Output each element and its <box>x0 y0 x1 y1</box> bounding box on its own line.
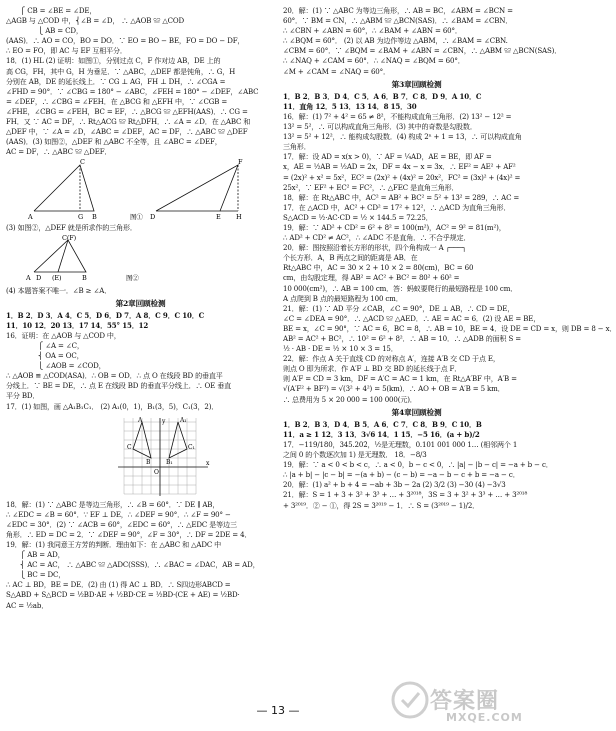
text-line: 60°．∵ BM = CN，∴ △ABM ≌ △BCN(SAS)．∴ ∠BAM = ∠CBN． <box>283 16 513 26</box>
text-line: 个长方形．A，B 两点之间的距离是 AB．在 <box>283 253 418 263</box>
grid-label-b1: B₁ <box>166 458 173 466</box>
text-line: ∴ ∠CBN + ∠ABN = 60°，∴ ∠BAM + ∠ABN = 60°． <box>283 26 462 36</box>
fig1-label-c: C <box>80 158 85 167</box>
text-line: 16．解：(1) 7² + 4² = 65 ≠ 8²，不能构成直角三角形．(2) 13² − 12² = <box>283 111 512 121</box>
answer-key-line: 1．B 2．B 3．D 4．C 5．A 6．B 7．C 8．D 9．A 10．C <box>283 91 482 101</box>
fig2-label-e: (E) <box>52 273 62 282</box>
watermark-url: MXQE.COM <box>446 711 523 724</box>
text-line: (AAS)．∴ AO = CO，BO = DO．∵ EO = BO − BE，FO = DO − DF， <box>6 36 245 46</box>
text-line: S△ACD = ½·AC·CD = ½ × 144.5 = 72.25． <box>283 212 433 222</box>
grid-label-y: y <box>162 417 166 425</box>
fig1-label-h: H <box>236 213 242 222</box>
figure-2-triangles <box>6 233 266 284</box>
text-line: cm，由勾股定理，得 AB² = AC² + BC² = 80² + 60² = <box>283 273 460 283</box>
text-line: (3) 如图②，△DEF 就是所求作的三角形． <box>6 223 137 233</box>
text-line: A 点爬到 B 点的最短路程为 100 cm． <box>283 293 403 303</box>
section-heading: 第3章回顾检测 <box>391 79 442 89</box>
grid-label-c1: C₁ <box>188 443 195 451</box>
coordinate-grid-figure <box>6 414 266 498</box>
text-line: 则点 O 即为所求．作 A′F ⊥ BD 交 BD 的延长线于点 F． <box>283 364 462 374</box>
grid-label-origin: O <box>154 468 159 476</box>
text-line: AB² = AC² + BC²，∴ 10² = 6² + 8²．∴ AB = 10．∴ △ADB 的面积 S = <box>283 334 522 343</box>
grid-label-x: x <box>206 459 210 467</box>
answer-key-line: 11．a ≥ 1 12．3 13．3√6 14．1 15．−5 16．(a + b)/2 <box>283 429 480 439</box>
text-line: 17．(1) 如图，画 △A₁B₁C₁． (2) A₁(0，1)，B₁(3，5)，C₁(3，2)． <box>6 401 219 411</box>
figure-1-triangles <box>6 159 266 221</box>
text-line: ⎨ OA = OC， <box>38 351 84 361</box>
grid-label-a1: A₁ <box>180 416 187 424</box>
answer-key-line: 1．B 2．B 3．D 4．B 5．A 6．C 7．C 8．B 9．C 10．B <box>283 419 482 429</box>
text-line: ∠C = ∠DEA = 90°．∴ △ACD ≌ △AED．∴ AE = AC = 6．(2) 设 AE = BE， <box>283 313 541 323</box>
text-line: Rt△ABC 中，AC = 30 × 2 + 10 × 2 = 80(cm)，BC = 60 <box>283 263 474 273</box>
text-line: ∴ ∠BQM = 60°． (2) 以 AB 为边作等边 △ABM，∴ ∠BAM = ∠CBN. <box>283 36 508 46</box>
watermark-text: 答案圈 <box>430 689 500 714</box>
text-line: + 3²⁰¹⁹．② − ①，得 2S = 3²⁰¹⁹ − 1．∴ S = (3²⁰¹⁹ − 1)/2． <box>283 500 480 510</box>
text-line: ⎧ CB = ∠BE = ∠DE， <box>20 6 97 15</box>
text-line: 20．解：(1) ∵ △ABC 为等边三角形，∴ AB = BC，∠ABM = ∠BCN = <box>283 6 513 15</box>
answer-key-line: 11．10 12．20 13．17 14．55° 15．12 <box>6 320 149 330</box>
text-line: △DEF 中，∵ ∠A = ∠D，∠ABC = ∠DEF，AC = DF，∴ △ABC ≌ △DEF <box>6 127 248 137</box>
text-line: ⎩ ∠AOB = ∠COD， <box>38 361 106 371</box>
text-line: ∴ EO = FO，即 AC 与 EF 互相平分． <box>6 46 127 56</box>
text-line: (4) 本题答案不唯一．∠B ≥ ∠A． <box>6 285 112 295</box>
text-line: S△ABD + S△BCD = ½BD·AE + ½BD·CE = ½BD·(CE + AE) = ½BD· <box>6 590 240 600</box>
text-line: 高 CG，FH，其中 G，H 为垂足．∵ △ABC，△DEF 都是钝角，∴ G，H <box>6 66 236 76</box>
text-line: 分别在 AB，DE 的延长线上．∵ CG ⊥ AG，FH ⊥ DH，∴ ∠CGA = <box>6 76 226 86</box>
text-line: 19．解：∵ a < 0 < b < c，∴ a < 0，b − c < 0，∴ |a| − |b − c| = −a + b − c． <box>283 460 553 470</box>
fig1-caption: 图① <box>130 213 143 222</box>
text-line: 17．在 △ACD 中，AC² + CD² = 17² + 12²，∴ △ACD 为直角三角形． <box>283 202 511 212</box>
right-column <box>283 6 616 511</box>
text-line: 18．解：在 Rt△ABC 中，AC² = AB² + BC² = 5² + 13² = 289，∴ AC = <box>283 192 520 202</box>
answer-key-line: 11．直角 12．5 13．13 14．8 15．30 <box>283 101 417 111</box>
text-line: 之间 0 的个数逐次加 1) 是无理数． 18．−8/3 <box>283 450 427 460</box>
text-line: 22．解：作点 A 关于直线 CD 的对称点 A′，连接 A′B 交 CD 于点 E， <box>283 354 500 364</box>
text-line: ⎧ AB = AD， <box>20 550 65 560</box>
text-line: 20．解：(1) a² + b + 4 = −ab + 3b − 2a (2) 3/2 (3) −30 (4) −3√3 <box>283 480 506 490</box>
text-line: ∴ ∠NAQ + ∠CAM = 60°．∴ ∠NAQ = ∠BQM = 60°． <box>283 56 465 66</box>
text-line: ⎩ BC = DC， <box>20 570 66 580</box>
text-line: (AAS)．(3) 如图②，△DEF 和 △ABC 不全等，且 ∠ABC = ∠DEF， <box>6 137 222 147</box>
text-line: ∴ ∠EDC = ∠B = 60°．∵ EF ⊥ DE，∴ ∠DEF = 90°．∴ ∠F = 90° − <box>6 509 231 519</box>
text-line: △AGB 与 △COD 中，⎨∠B = ∠D， ∴ △AOB ≌ △COD <box>6 16 184 26</box>
text-line: = (2x)² + x² = 5x²，EC² = (2x)² + (4x)² = 20x²，FC² = (3x)² + (4x)² = <box>283 172 521 182</box>
text-line: 10 000(cm²)，∴ AB = 100 cm．答：蚂蚁要爬行的最短路程是 100 cm． <box>283 283 518 293</box>
fig2-label-b: B <box>82 273 87 282</box>
watermark-logo <box>388 676 548 726</box>
text-line: ∠CBM = 60°．∵ ∠BQM = ∠BAM + ∠ABN = ∠CBN，∴ △ABM ≌ △BCN(SAS)． <box>283 46 562 56</box>
text-line: 三角形． <box>283 142 311 152</box>
text-line: ∠EDC = 30°．(2) ∵ ∠ACB = 60°，∠EDC = 60°，∴ △EDC 是等边三 <box>6 519 237 529</box>
fig2-label-cf: C(F) <box>62 233 76 242</box>
section-heading: 第4章回顾检测 <box>391 407 442 417</box>
text-line: √(A′F² + BF²) = √(3² + 4²) = 5(km)．∴ AO + OB = A′B = 5 km． <box>283 384 505 394</box>
section-heading: 第2章回顾检测 <box>115 298 166 308</box>
text-line: ∴ △AOB ≌ △COD(ASA)．∴ OB = OD．∴ 点 O 在线段 BD 的垂直平 <box>6 371 223 381</box>
fig1-label-f: F <box>238 158 243 167</box>
left-column <box>6 6 275 611</box>
text-line: 20．解：图按照沿着长方形的形状，四个角构成一 A ┌───┐ <box>283 243 467 253</box>
text-line: AC = ½ab． <box>6 600 49 610</box>
text-line: 分线上．∵ BE = DE，∴ 点 E 在线段 BD 的垂直平分线上．∴ OE 垂直 <box>6 381 232 391</box>
text-line: 平分 BD． <box>6 391 40 401</box>
text-line: AC = DF，∴ △ABC ≌ △DEF． <box>6 147 112 157</box>
fig2-caption: 图② <box>126 273 139 282</box>
text-line: ∠FHD = 90°．∵ ∠CBG = 180° − ∠ABC，∠FEH = 180° − ∠DEF，∠ABC <box>6 86 259 96</box>
text-line: ∴ AC ⊥ BD，BE = DE．(2) 由 (1) 得 AC ⊥ BD．∴ S四边形ABCD = <box>6 580 231 590</box>
text-line: 19．解：(1) 我同意王方芳的判断．理由如下：在 △ABC 和 △ADC 中 <box>6 540 222 549</box>
text-line: ∴ |a + b| − |c − b| = −(a + b) − (c − b) = −a − b − c + b = −a − c． <box>283 470 520 480</box>
fig1-label-e: E <box>216 213 221 222</box>
text-line: 角形．∴ ED = DC = 2．∵ ∠DEF = 90°，∠F = 30°，∴ DF = 2DE = 4． <box>6 529 252 539</box>
text-line: ∠FHE，∠CBG = ∠FEH，BC = EF，∴ △BCG ≌ △EFH(AAS)．∴ CG = <box>6 106 248 116</box>
text-line: 19．解：∵ AD² + CD² = 6² + 8² = 100(m²)，AC² = 9² = 81(m²)， <box>283 222 506 232</box>
text-line: x，AE = ½AB = ½AD = 2x，DF = 4x − x = 3x．∴ EF² = AE² + AF² <box>283 162 516 172</box>
text-line: BE = x，∠C = 90°，∵ AC = 6，BC = 8，∴ AB = 10，BE = 4．设 DE = CD = x，则 DB = 8 − x． <box>283 323 616 333</box>
text-line: 13² = 5² + 12²，∴ 能构成勾股数．(4) 构成 2ⁿ + 1 = 13，∴ 可以构成直角 <box>283 132 522 142</box>
text-line: = ∠DEF，∴ ∠CBG = ∠FEH．在 △BCG 和 △EFH 中，∵ ∠CGB = <box>6 96 228 106</box>
text-line: 18．(1) HL (2) 证明：如图①，分别过点 C，F 作对边 AB，DE 上的 <box>6 56 221 66</box>
text-line: 18．解：(1) ∵ △ABC 是等边三角形，∴ ∠B = 60°．∵ DE ∥ AB， <box>6 499 220 509</box>
grid-label-b: B <box>146 458 151 466</box>
text-line: 25x²，∵ EF² + EC² = FC²，∴ △FEC 是直角三角形． <box>283 182 459 192</box>
text-line: 则 A′F = CD = 3 km，DF = A′C = AC = 1 km，在 Rt△A′BF 中，A′B = <box>283 374 517 384</box>
text-line: 17．−119/180，345.202̇，½是无理数，0.101 001 000 1… (相邻两个 1 <box>283 439 518 449</box>
fig1-label-a: A <box>28 213 33 222</box>
text-line: 21．解：(1) ∵ AD 平分 ∠CAB，∠C = 90°，DE ⊥ AB，∴ CD = DE， <box>283 303 515 313</box>
fig2-label-a: A <box>26 273 31 282</box>
text-line: ∴ 总费用为 5 × 20 000 = 100 000(元)． <box>283 394 417 404</box>
text-line: ∠M + ∠CAM = ∠NAQ = 60°． <box>283 66 390 76</box>
grid-label-a: A <box>138 416 143 424</box>
text-line: 13² = 5²，∴ 可以构成直角三角形．(3) 其中的奇数是勾股数． <box>283 122 477 132</box>
fig2-label-d: D <box>36 273 42 282</box>
text-line: ∴ AD² + CD² ≠ AC²，∴ ∠ADC 不是直角．∴ 不合乎规定． <box>283 233 471 243</box>
text-line: 17．解：设 AD = x(x > 0)，∵ AF = ¼AD，AE = BE，即 AF = <box>283 152 492 162</box>
text-line: ⎧ ∠A = ∠C， <box>38 340 84 350</box>
text-line: ⎩ AB = CD， <box>38 26 83 36</box>
text-line: ½ · AB · DE = ½ × 10 × 3 = 15． <box>283 344 398 354</box>
text-line: ⎨ AC = AC， ∴ △ABC ≌ △ADC(SSS)．∴ ∠BAC = ∠DAC，AB = AD， <box>20 560 260 570</box>
page-number: — 13 — <box>256 704 300 717</box>
fig1-label-g: G <box>78 213 84 222</box>
text-line: FH．又 ∵ AC = DF，∴ Rt△ACG ≌ Rt△DFH．∴ ∠A = ∠D．在 △ABC 和 <box>6 117 251 127</box>
text-line: 16．证明：在 △AOB 与 △COD 中， <box>6 330 121 340</box>
fig1-label-b: B <box>92 213 97 222</box>
grid-label-c: C <box>127 443 132 451</box>
text-line: 21．解：S = 1 + 3 + 3² + 3³ + … + 3²⁰¹⁸，3S = 3 + 3² + 3³ + … + 3²⁰¹⁸ <box>283 490 528 500</box>
fig1-label-d: D <box>150 213 156 222</box>
answer-key-line: 1．B 2．D 3．A 4．C 5．D 6．D 7．A 8．C 9．C 10．C <box>6 310 205 320</box>
